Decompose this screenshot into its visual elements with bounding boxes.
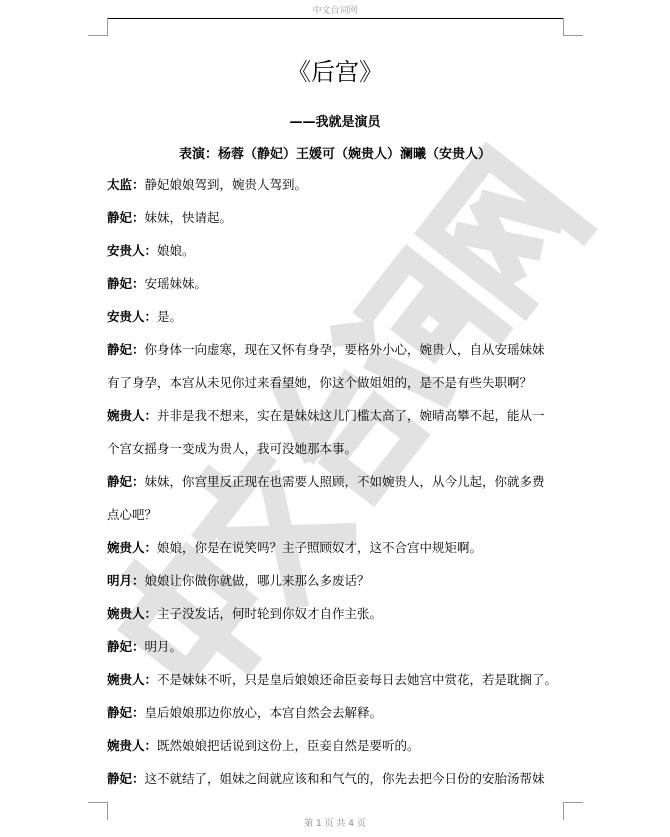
dialogue-line xyxy=(107,669,577,702)
dialogue-text: 娘娘。 xyxy=(157,243,195,258)
cast-line: 表演：杨蓉（静妃）王媛可（婉贵人）澜曦（安贵人） xyxy=(178,147,491,162)
dialogue-line xyxy=(107,306,577,339)
speaker-name: 婉贵人： xyxy=(107,606,158,621)
dialogue-text: 静妃娘娘驾到，婉贵人驾到。 xyxy=(144,177,308,192)
speaker-name: 婉贵人： xyxy=(107,672,158,687)
dialogue-continuation: 个宫女摇身一变成为贵人，我可没她那本事。 xyxy=(107,441,358,456)
speaker-name: 明月： xyxy=(107,573,145,588)
subtitle: ——我就是演员 xyxy=(289,115,381,130)
speaker-name: 安贵人： xyxy=(107,243,158,258)
corner-mark-tr-h xyxy=(563,35,583,36)
dialogue-text: 明月。 xyxy=(144,639,183,654)
page-footer: 第 1 页 共 4 页 xyxy=(304,819,366,829)
corner-mark-tl-h xyxy=(88,35,108,36)
speaker-name: 安贵人： xyxy=(107,309,158,324)
corner-mark-bl-h xyxy=(88,802,108,803)
corner-mark-br-h xyxy=(563,802,583,803)
page-header: 中文台词网 xyxy=(312,6,358,16)
speaker-name: 静妃： xyxy=(107,771,145,786)
dialogue-line xyxy=(107,273,577,306)
dialogue-line xyxy=(107,471,577,504)
dialogue-line xyxy=(107,339,577,372)
dialogue-line xyxy=(107,537,577,570)
dialogue-text: 妹妹，你宫里反正现在也需要人照顾，不如婉贵人，从今儿起，你就多费 xyxy=(144,474,545,489)
dialogue-text: 这不就结了，姐妹之间就应该和和气气的，你先去把今日份的安胎汤帮妹 xyxy=(144,771,545,786)
header-rule xyxy=(107,18,563,19)
dialogue-line xyxy=(107,735,577,768)
dialogue-text: 主子没发话，何时轮到你奴才自作主张。 xyxy=(157,606,383,621)
dialogue-continuation: 点心吧？ xyxy=(107,507,158,522)
corner-mark-tl xyxy=(107,18,108,35)
dialogue-line xyxy=(107,570,577,603)
document-title: 《后宫》 xyxy=(287,58,383,86)
script-body xyxy=(107,174,577,801)
corner-mark-tr xyxy=(563,18,564,35)
dialogue-text: 娘娘，你是在说笑吗？主子照顾奴才，这不合宫中规矩啊。 xyxy=(157,540,483,555)
dialogue-line xyxy=(107,702,577,735)
speaker-name: 静妃： xyxy=(107,342,145,357)
speaker-name: 婉贵人： xyxy=(107,738,158,753)
speaker-name: 静妃： xyxy=(107,474,145,489)
dialogue-text: 既然娘娘把话说到这份上，臣妾自然是要听的。 xyxy=(157,738,420,753)
dialogue-line xyxy=(107,603,577,636)
dialogue-text: 不是妹妹不听，只是皇后娘娘还命臣妾每日去她宫中赏花，若是耽搁了。 xyxy=(157,672,558,687)
speaker-name: 婉贵人： xyxy=(107,408,158,423)
dialogue-text: 娘娘让你做你就做，哪儿来那么多废话？ xyxy=(144,573,370,588)
speaker-name: 静妃： xyxy=(107,705,145,720)
dialogue-line xyxy=(107,240,577,273)
dialogue-text: 你身体一向虚寒，现在又怀有身孕，要格外小心，婉贵人，自从安瑶妹妹 xyxy=(144,342,545,357)
dialogue-text: 并非是我不想来，实在是妹妹这儿门槛太高了，婉晴高攀不起，能从一 xyxy=(157,408,545,423)
speaker-name: 婉贵人： xyxy=(107,540,158,555)
dialogue-text: 是。 xyxy=(157,309,183,324)
dialogue-line xyxy=(107,768,577,801)
dialogue-text: 妹妹，快请起。 xyxy=(144,210,233,225)
speaker-name: 静妃： xyxy=(107,639,145,654)
dialogue-line xyxy=(107,405,577,438)
dialogue-text: 安瑶妹妹。 xyxy=(144,276,208,291)
speaker-name: 静妃： xyxy=(107,276,145,291)
dialogue-line xyxy=(107,207,577,240)
speaker-name: 太监： xyxy=(107,177,145,192)
dialogue-line xyxy=(107,636,577,669)
dialogue-text: 皇后娘娘那边你放心，本宫自然会去解释。 xyxy=(144,705,383,720)
dialogue-line xyxy=(107,174,577,207)
speaker-name: 静妃： xyxy=(107,210,145,225)
dialogue-continuation: 有了身孕，本宫从未见你过来看望她，你这个做姐姐的，是不是有些失职啊？ xyxy=(107,375,533,390)
